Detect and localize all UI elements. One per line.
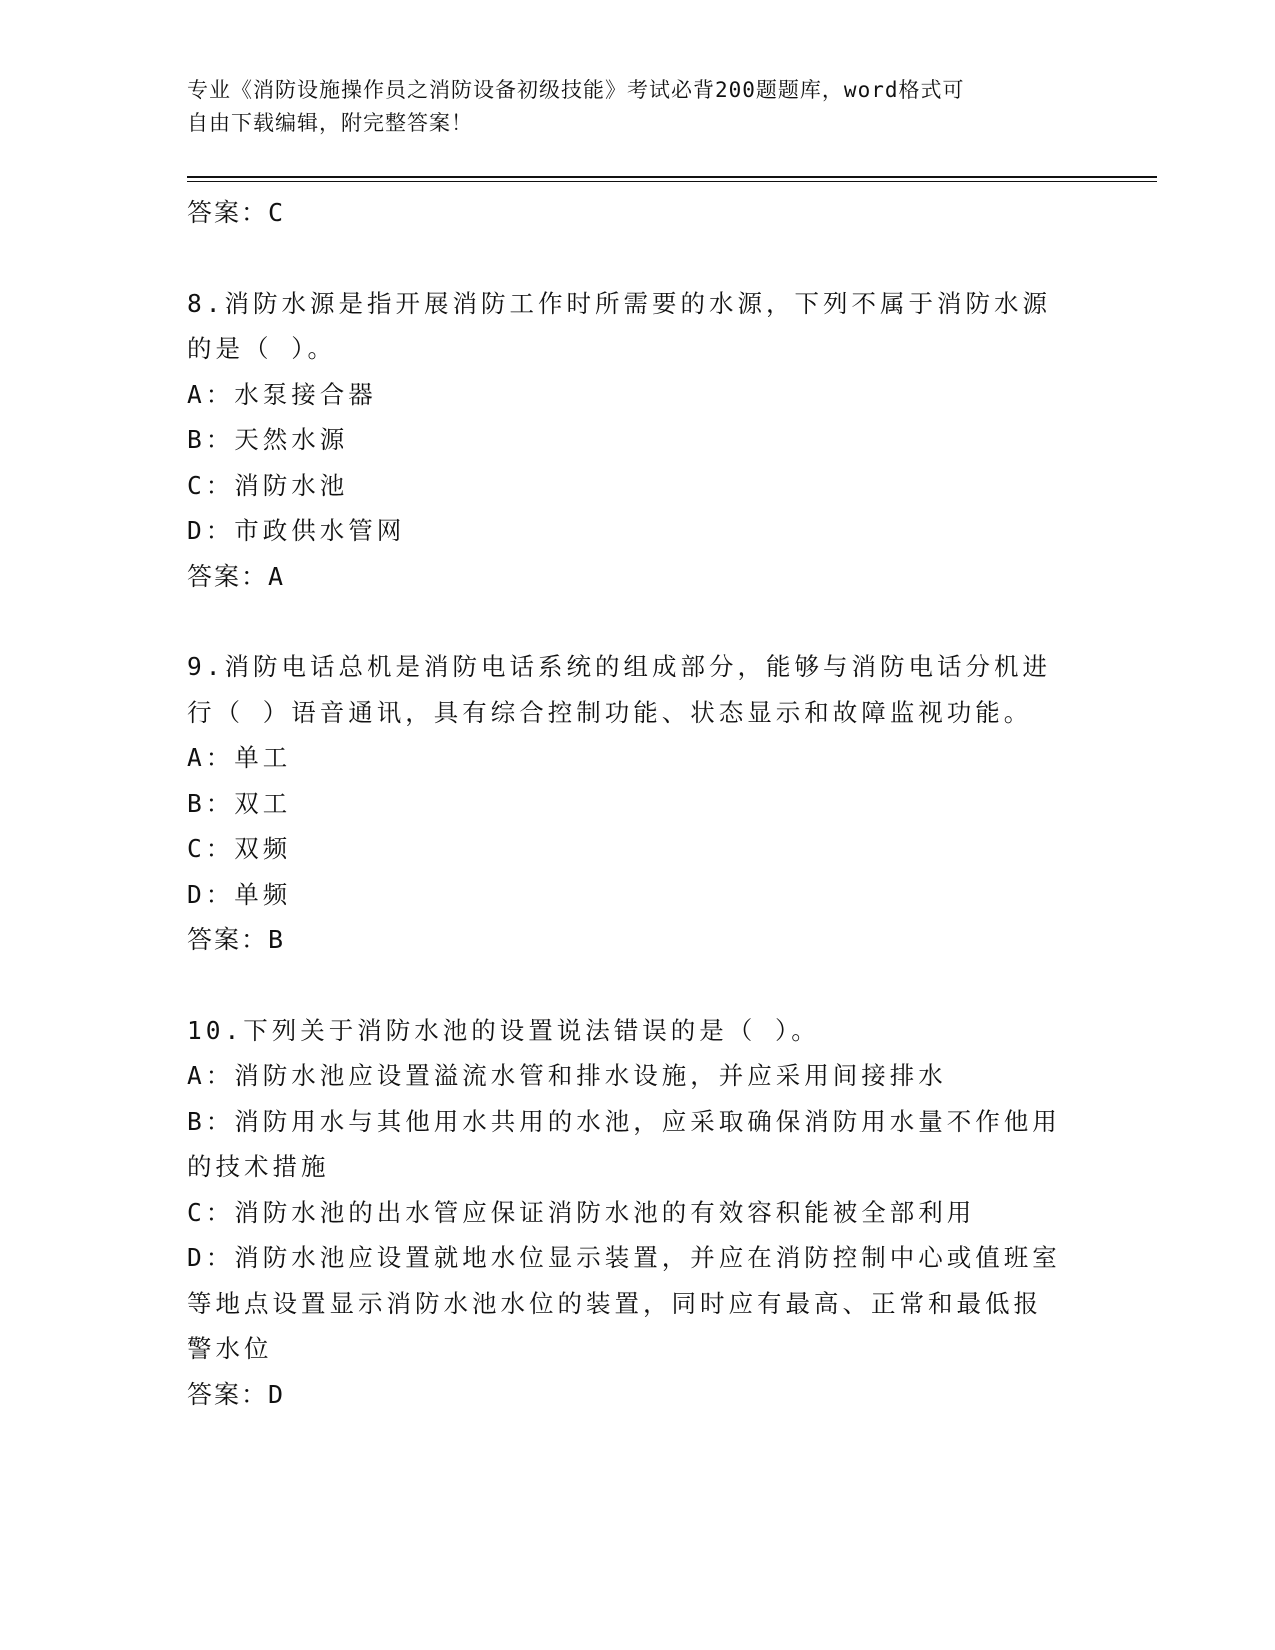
option-d-continuation: 等地点设置显示消防水池水位的装置，同时应有最高、正常和最低报 — [187, 1288, 1042, 1318]
answer-value: B — [268, 925, 286, 954]
answer-value: C — [268, 198, 286, 227]
spacer — [187, 599, 1087, 644]
option-b: B：消防用水与其他用水共用的水池，应采取确保消防用水量不作他用 — [187, 1106, 1061, 1136]
option-a: A：消防水池应设置溢流水管和排水设施，并应采用间接排水 — [187, 1061, 947, 1090]
header-divider — [187, 176, 1157, 182]
document-body — [187, 190, 1087, 1417]
header-line-2: 自由下载编辑，附完整答案！ — [187, 111, 473, 135]
answer-line — [187, 554, 1087, 600]
answer-label: 答案： — [187, 198, 269, 227]
option-d: D：消防水池应设置就地水位显示装置，并应在消防控制中心或值班室 — [187, 1243, 1061, 1272]
option-b: B：双工 — [187, 788, 292, 818]
option-c: C：消防水池 — [187, 470, 349, 500]
question-stem-line: 的是（ ）。 — [187, 334, 336, 363]
option-d: D：单频 — [187, 879, 292, 909]
option-a: A：单工 — [187, 743, 292, 772]
answer-value: A — [268, 561, 286, 591]
question-stem-line: 行（ ）语音通讯，具有综合控制功能、状态显示和故障监视功能。 — [187, 697, 1033, 727]
answer-label: 答案： — [187, 925, 269, 954]
question-stem-line: 8.消防水源是指开展消防工作时所需要的水源，下列不属于消防水源 — [187, 288, 1051, 318]
answer-line — [187, 190, 1087, 236]
answer-line — [187, 917, 1087, 963]
option-a: A：水泵接合器 — [187, 379, 377, 409]
option-d-continuation: 警水位 — [187, 1334, 273, 1363]
option-c: C：双频 — [187, 834, 292, 863]
option-b: B：天然水源 — [187, 425, 349, 454]
question-block — [187, 281, 1087, 600]
answer-label: 答案： — [187, 561, 269, 591]
answer-line — [187, 1372, 1087, 1418]
question-stem-line: 10.下列关于消防水池的设置说法错误的是（ ）。 — [187, 1015, 820, 1045]
spacer — [187, 963, 1087, 1008]
question-stem-line: 9.消防电话总机是消防电话系统的组成部分，能够与消防电话分机进 — [187, 652, 1051, 681]
answer-value: D — [268, 1379, 286, 1409]
option-d: D：市政供水管网 — [187, 516, 406, 545]
spacer — [187, 236, 1087, 281]
option-b-continuation: 的技术措施 — [187, 1152, 330, 1181]
page-header — [187, 74, 1087, 140]
question-block — [187, 644, 1087, 963]
answer-label: 答案： — [187, 1379, 269, 1409]
question-block — [187, 1008, 1087, 1418]
option-c: C：消防水池的出水管应保证消防水池的有效容积能被全部利用 — [187, 1197, 976, 1227]
header-line-1: 专业《消防设施操作员之消防设备初级技能》考试必背200题题库，word格式可 — [187, 78, 965, 102]
